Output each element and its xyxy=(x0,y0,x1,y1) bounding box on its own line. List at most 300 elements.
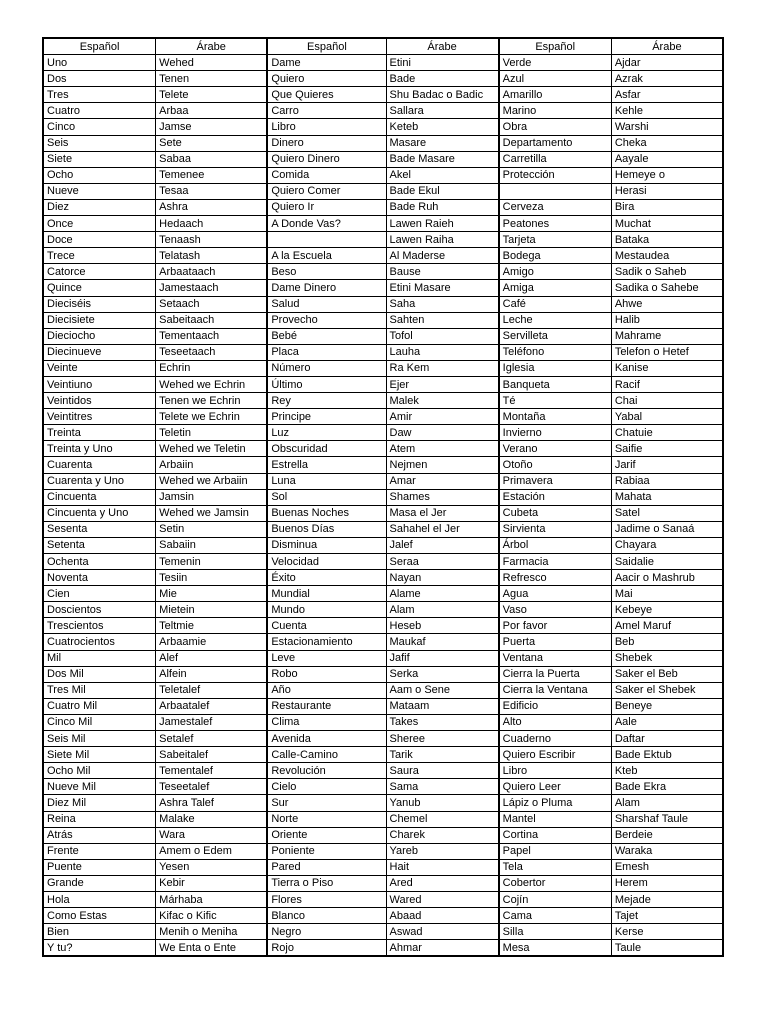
espanol-word-1: Dieciocho xyxy=(43,328,156,344)
espanol-word-1: Como Estas xyxy=(43,908,156,924)
espanol-word-1: Tres Mil xyxy=(43,682,156,698)
arabe-word-1: Tementalef xyxy=(156,763,268,779)
arabe-word-2: Masa el Jer xyxy=(386,505,499,521)
espanol-word-3: Tarjeta xyxy=(499,232,612,248)
table-row xyxy=(43,216,723,232)
table-row xyxy=(43,827,723,843)
arabe-word-2: Takes xyxy=(386,714,499,730)
espanol-word-1: Nueve xyxy=(43,183,156,199)
table-row xyxy=(43,360,723,376)
arabe-word-2: Tofol xyxy=(386,328,499,344)
table-row xyxy=(43,634,723,650)
table-row xyxy=(43,87,723,103)
arabe-word-2: Masare xyxy=(386,135,499,151)
arabe-word-3: Hemeye o xyxy=(611,167,723,183)
table-row xyxy=(43,376,723,392)
arabe-word-2: Sama xyxy=(386,779,499,795)
arabe-word-1: Telete we Echrin xyxy=(156,409,268,425)
espanol-word-1: Cuarenta y Uno xyxy=(43,473,156,489)
arabe-word-2: Amir xyxy=(386,409,499,425)
vocabulary-body xyxy=(43,55,723,957)
espanol-word-2: Blanco xyxy=(267,908,386,924)
arabe-word-2: Seraa xyxy=(386,554,499,570)
table-row xyxy=(43,666,723,682)
arabe-word-2: Heseb xyxy=(386,618,499,634)
espanol-word-1: Setenta xyxy=(43,537,156,553)
espanol-word-3: Primavera xyxy=(499,473,612,489)
arabe-word-1: Wehed we Teletin xyxy=(156,441,268,457)
table-row xyxy=(43,71,723,87)
header-espanol-1: Español xyxy=(43,38,156,55)
table-row xyxy=(43,103,723,119)
arabe-word-3: Alam xyxy=(611,795,723,811)
arabe-word-2: Bade xyxy=(386,71,499,87)
arabe-word-2: Ra Kem xyxy=(386,360,499,376)
arabe-word-1: Tenaash xyxy=(156,232,268,248)
arabe-word-1: Echrin xyxy=(156,360,268,376)
arabe-word-3: Telefon o Hetef xyxy=(611,344,723,360)
header-row xyxy=(43,38,723,55)
table-row xyxy=(43,151,723,167)
espanol-word-1: Trece xyxy=(43,248,156,264)
arabe-word-3: Mahrame xyxy=(611,328,723,344)
arabe-word-1: Ashra xyxy=(156,199,268,215)
arabe-word-1: Setin xyxy=(156,521,268,537)
table-row xyxy=(43,731,723,747)
table-row xyxy=(43,167,723,183)
arabe-word-2: Shu Badac o Badic xyxy=(386,87,499,103)
arabe-word-1: Temenee xyxy=(156,167,268,183)
arabe-word-3: Racif xyxy=(611,376,723,392)
espanol-word-1: Y tu? xyxy=(43,940,156,957)
arabe-word-2: Atem xyxy=(386,441,499,457)
espanol-word-1: Frente xyxy=(43,843,156,859)
espanol-word-2: Provecho xyxy=(267,312,386,328)
espanol-word-1: Diecinueve xyxy=(43,344,156,360)
arabe-word-3: Saidalie xyxy=(611,554,723,570)
arabe-word-2: Akel xyxy=(386,167,499,183)
espanol-word-3: Amiga xyxy=(499,280,612,296)
espanol-word-1: Cinco Mil xyxy=(43,714,156,730)
header-arabe-3: Árabe xyxy=(611,38,723,55)
arabe-word-1: Sabeitaach xyxy=(156,312,268,328)
arabe-word-3: Kteb xyxy=(611,763,723,779)
header-arabe-1: Árabe xyxy=(156,38,268,55)
arabe-word-3: Kehle xyxy=(611,103,723,119)
espanol-word-2: Carro xyxy=(267,103,386,119)
table-row xyxy=(43,747,723,763)
espanol-word-2: Quiero Ir xyxy=(267,199,386,215)
arabe-word-2: Lauha xyxy=(386,344,499,360)
espanol-word-1: Treinta xyxy=(43,425,156,441)
table-row xyxy=(43,843,723,859)
espanol-word-2: Negro xyxy=(267,924,386,940)
arabe-word-3: Saker el Shebek xyxy=(611,682,723,698)
arabe-word-2: Saura xyxy=(386,763,499,779)
espanol-word-2: Que Quieres xyxy=(267,87,386,103)
espanol-word-2: Comida xyxy=(267,167,386,183)
espanol-word-3: Cierra la Puerta xyxy=(499,666,612,682)
espanol-word-3: Cojín xyxy=(499,891,612,907)
table-row xyxy=(43,602,723,618)
espanol-word-3: Agua xyxy=(499,586,612,602)
espanol-word-2: Mundial xyxy=(267,586,386,602)
arabe-word-3: Herasi xyxy=(611,183,723,199)
espanol-word-3: Azul xyxy=(499,71,612,87)
arabe-word-2: Nayan xyxy=(386,570,499,586)
espanol-word-1: Doscientos xyxy=(43,602,156,618)
table-row xyxy=(43,570,723,586)
arabe-word-2: Maukaf xyxy=(386,634,499,650)
arabe-word-2: Alam xyxy=(386,602,499,618)
espanol-word-2: A la Escuela xyxy=(267,248,386,264)
arabe-word-3: Shebek xyxy=(611,650,723,666)
header-espanol-2: Español xyxy=(267,38,386,55)
espanol-word-2: Leve xyxy=(267,650,386,666)
espanol-word-1: Veintiuno xyxy=(43,376,156,392)
espanol-word-2: Dame xyxy=(267,55,386,71)
espanol-word-3: Amarillo xyxy=(499,87,612,103)
arabe-word-3: Daftar xyxy=(611,731,723,747)
arabe-word-1: Kifac o Kific xyxy=(156,908,268,924)
arabe-word-2: Etini xyxy=(386,55,499,71)
arabe-word-3: Bade Ekra xyxy=(611,779,723,795)
arabe-word-2: Ahmar xyxy=(386,940,499,957)
espanol-word-1: Puente xyxy=(43,859,156,875)
espanol-word-2: Velocidad xyxy=(267,554,386,570)
table-row xyxy=(43,55,723,71)
arabe-word-3: Bade Ektub xyxy=(611,747,723,763)
arabe-word-3: Saifie xyxy=(611,441,723,457)
arabe-word-2: Alame xyxy=(386,586,499,602)
arabe-word-1: Jamestalef xyxy=(156,714,268,730)
espanol-word-3: Invierno xyxy=(499,425,612,441)
espanol-word-3: Montaña xyxy=(499,409,612,425)
arabe-word-2: Hait xyxy=(386,859,499,875)
table-row xyxy=(43,891,723,907)
espanol-word-2: Quiero xyxy=(267,71,386,87)
arabe-word-1: Wara xyxy=(156,827,268,843)
arabe-word-2: Sallara xyxy=(386,103,499,119)
espanol-word-1: Cuarenta xyxy=(43,457,156,473)
espanol-word-1: Once xyxy=(43,216,156,232)
espanol-word-2: Sol xyxy=(267,489,386,505)
table-row xyxy=(43,714,723,730)
espanol-word-3: Obra xyxy=(499,119,612,135)
table-row xyxy=(43,859,723,875)
espanol-word-2: Éxito xyxy=(267,570,386,586)
espanol-word-1: Cuatro xyxy=(43,103,156,119)
espanol-word-3: Quiero Leer xyxy=(499,779,612,795)
arabe-word-2: Chemel xyxy=(386,811,499,827)
espanol-word-2: Calle-Camino xyxy=(267,747,386,763)
table-row xyxy=(43,409,723,425)
arabe-word-1: Tenen xyxy=(156,71,268,87)
espanol-word-3: Puerta xyxy=(499,634,612,650)
table-row xyxy=(43,296,723,312)
arabe-word-3: Ahwe xyxy=(611,296,723,312)
espanol-word-1: Doce xyxy=(43,232,156,248)
espanol-word-2: Robo xyxy=(267,666,386,682)
table-row xyxy=(43,441,723,457)
arabe-word-3: Halib xyxy=(611,312,723,328)
espanol-word-3 xyxy=(499,183,612,199)
arabe-word-3: Sadik o Saheb xyxy=(611,264,723,280)
arabe-word-3: Kanise xyxy=(611,360,723,376)
arabe-word-2: Al Maderse xyxy=(386,248,499,264)
arabe-word-2: Etini Masare xyxy=(386,280,499,296)
espanol-word-1: Dos xyxy=(43,71,156,87)
espanol-word-2: Luz xyxy=(267,425,386,441)
espanol-word-2: Luna xyxy=(267,473,386,489)
espanol-word-2: Disminua xyxy=(267,537,386,553)
table-row xyxy=(43,457,723,473)
arabe-word-1: Alef xyxy=(156,650,268,666)
espanol-word-3: Café xyxy=(499,296,612,312)
arabe-word-3: Chayara xyxy=(611,537,723,553)
espanol-word-2 xyxy=(267,232,386,248)
table-row xyxy=(43,393,723,409)
table-row xyxy=(43,554,723,570)
espanol-word-3: Refresco xyxy=(499,570,612,586)
table-row xyxy=(43,328,723,344)
arabe-word-1: We Enta o Ente xyxy=(156,940,268,957)
espanol-word-3: Teléfono xyxy=(499,344,612,360)
arabe-word-2: Amar xyxy=(386,473,499,489)
arabe-word-2: Keteb xyxy=(386,119,499,135)
arabe-word-1: Jamestaach xyxy=(156,280,268,296)
arabe-word-2: Aam o Sene xyxy=(386,682,499,698)
arabe-word-1: Teseetaach xyxy=(156,344,268,360)
arabe-word-2: Ared xyxy=(386,875,499,891)
espanol-word-3: Carretilla xyxy=(499,151,612,167)
espanol-word-1: Seis Mil xyxy=(43,731,156,747)
arabe-word-2: Serka xyxy=(386,666,499,682)
arabe-word-2: Nejmen xyxy=(386,457,499,473)
table-row xyxy=(43,199,723,215)
table-row xyxy=(43,908,723,924)
espanol-word-1: Dieciséis xyxy=(43,296,156,312)
espanol-word-3: Vaso xyxy=(499,602,612,618)
table-row xyxy=(43,763,723,779)
table-row xyxy=(43,586,723,602)
arabe-word-1: Menih o Meniha xyxy=(156,924,268,940)
arabe-word-2: Bade Masare xyxy=(386,151,499,167)
espanol-word-1: Diecisiete xyxy=(43,312,156,328)
arabe-word-3: Chatuie xyxy=(611,425,723,441)
espanol-word-3: Cubeta xyxy=(499,505,612,521)
espanol-word-3: Edificio xyxy=(499,698,612,714)
espanol-word-2: Principe xyxy=(267,409,386,425)
espanol-word-3: Alto xyxy=(499,714,612,730)
espanol-word-2: Obscuridad xyxy=(267,441,386,457)
arabe-word-3: Bira xyxy=(611,199,723,215)
arabe-word-2: Tarik xyxy=(386,747,499,763)
espanol-word-3: Mesa xyxy=(499,940,612,957)
espanol-word-1: Veintidos xyxy=(43,393,156,409)
arabe-word-3: Amel Maruf xyxy=(611,618,723,634)
arabe-word-1: Amem o Edem xyxy=(156,843,268,859)
header-espanol-3: Español xyxy=(499,38,612,55)
espanol-word-1: Siete Mil xyxy=(43,747,156,763)
espanol-word-1: Noventa xyxy=(43,570,156,586)
arabe-word-2: Lawen Raiha xyxy=(386,232,499,248)
arabe-word-1: Hedaach xyxy=(156,216,268,232)
arabe-word-2: Shames xyxy=(386,489,499,505)
arabe-word-1: Telete xyxy=(156,87,268,103)
espanol-word-3: Iglesia xyxy=(499,360,612,376)
arabe-word-1: Setaach xyxy=(156,296,268,312)
espanol-word-1: Bien xyxy=(43,924,156,940)
arabe-word-1: Mietein xyxy=(156,602,268,618)
arabe-word-2: Sahahel el Jer xyxy=(386,521,499,537)
arabe-word-3: Jadime o Sanaá xyxy=(611,521,723,537)
arabe-word-2: Saha xyxy=(386,296,499,312)
arabe-word-3: Mestaudea xyxy=(611,248,723,264)
espanol-word-2: Rojo xyxy=(267,940,386,957)
espanol-word-1: Atrás xyxy=(43,827,156,843)
arabe-word-2: Bade Ekul xyxy=(386,183,499,199)
arabe-word-2: Daw xyxy=(386,425,499,441)
espanol-word-2: Buenos Días xyxy=(267,521,386,537)
espanol-word-2: Cuenta xyxy=(267,618,386,634)
table-row xyxy=(43,248,723,264)
arabe-word-3: Mahata xyxy=(611,489,723,505)
espanol-word-2: Clima xyxy=(267,714,386,730)
arabe-word-1: Teltmie xyxy=(156,618,268,634)
espanol-word-3: Otoño xyxy=(499,457,612,473)
espanol-word-3: Departamento xyxy=(499,135,612,151)
arabe-word-1: Yesen xyxy=(156,859,268,875)
espanol-word-2: Número xyxy=(267,360,386,376)
espanol-word-2: Avenida xyxy=(267,731,386,747)
table-row xyxy=(43,425,723,441)
espanol-word-1: Treinta y Uno xyxy=(43,441,156,457)
arabe-word-1: Wehed xyxy=(156,55,268,71)
arabe-word-3: Warshi xyxy=(611,119,723,135)
espanol-word-1: Diez Mil xyxy=(43,795,156,811)
espanol-word-3: Quiero Escribir xyxy=(499,747,612,763)
espanol-word-2: Estrella xyxy=(267,457,386,473)
espanol-word-3: Silla xyxy=(499,924,612,940)
espanol-word-2: Beso xyxy=(267,264,386,280)
arabe-word-1: Teletalef xyxy=(156,682,268,698)
espanol-word-1: Reina xyxy=(43,811,156,827)
espanol-word-3: Lápiz o Pluma xyxy=(499,795,612,811)
espanol-word-2: Restaurante xyxy=(267,698,386,714)
arabe-word-2: Yareb xyxy=(386,843,499,859)
espanol-word-3: Cortina xyxy=(499,827,612,843)
espanol-word-2: A Donde Vas? xyxy=(267,216,386,232)
espanol-word-2: Pared xyxy=(267,859,386,875)
espanol-word-2: Cielo xyxy=(267,779,386,795)
arabe-word-2: Bause xyxy=(386,264,499,280)
table-row xyxy=(43,650,723,666)
arabe-word-3: Sadika o Sahebe xyxy=(611,280,723,296)
arabe-word-1: Sabaiin xyxy=(156,537,268,553)
espanol-word-2: Mundo xyxy=(267,602,386,618)
arabe-word-2: Charek xyxy=(386,827,499,843)
espanol-word-3: Por favor xyxy=(499,618,612,634)
arabe-word-1: Wehed we Echrin xyxy=(156,376,268,392)
arabe-word-1: Tesiin xyxy=(156,570,268,586)
table-row xyxy=(43,940,723,957)
arabe-word-1: Teletin xyxy=(156,425,268,441)
espanol-word-3: Cobertor xyxy=(499,875,612,891)
table-row xyxy=(43,505,723,521)
arabe-word-3: Bataka xyxy=(611,232,723,248)
espanol-word-1: Uno xyxy=(43,55,156,71)
arabe-word-3: Mejade xyxy=(611,891,723,907)
espanol-word-1: Catorce xyxy=(43,264,156,280)
arabe-word-3: Aacir o Mashrub xyxy=(611,570,723,586)
espanol-word-1: Sesenta xyxy=(43,521,156,537)
espanol-word-2: Sur xyxy=(267,795,386,811)
espanol-word-1: Mil xyxy=(43,650,156,666)
arabe-word-3: Yabal xyxy=(611,409,723,425)
espanol-word-1: Ocho xyxy=(43,167,156,183)
arabe-word-1: Wehed we Arbaiin xyxy=(156,473,268,489)
arabe-word-1: Telatash xyxy=(156,248,268,264)
espanol-word-2: Tierra o Piso xyxy=(267,875,386,891)
espanol-word-3: Protección xyxy=(499,167,612,183)
arabe-word-2: Bade Ruh xyxy=(386,199,499,215)
table-row xyxy=(43,682,723,698)
arabe-word-2: Aswad xyxy=(386,924,499,940)
espanol-word-2: Rey xyxy=(267,393,386,409)
arabe-word-3: Berdeie xyxy=(611,827,723,843)
espanol-word-1: Diez xyxy=(43,199,156,215)
espanol-word-3: Ventana xyxy=(499,650,612,666)
espanol-word-3: Cuaderno xyxy=(499,731,612,747)
arabe-word-3: Kerse xyxy=(611,924,723,940)
espanol-word-3: Papel xyxy=(499,843,612,859)
arabe-word-1: Malake xyxy=(156,811,268,827)
arabe-word-1: Jamsin xyxy=(156,489,268,505)
espanol-word-2: Norte xyxy=(267,811,386,827)
arabe-word-1: Kebir xyxy=(156,875,268,891)
espanol-word-3: Banqueta xyxy=(499,376,612,392)
arabe-word-3: Chai xyxy=(611,393,723,409)
arabe-word-1: Alfein xyxy=(156,666,268,682)
table-row xyxy=(43,924,723,940)
arabe-word-3: Aale xyxy=(611,714,723,730)
arabe-word-2: Jalef xyxy=(386,537,499,553)
table-row xyxy=(43,618,723,634)
arabe-word-1: Sete xyxy=(156,135,268,151)
arabe-word-3: Jarif xyxy=(611,457,723,473)
espanol-word-3: Peatones xyxy=(499,216,612,232)
arabe-word-2: Lawen Raieh xyxy=(386,216,499,232)
espanol-word-1: Trescientos xyxy=(43,618,156,634)
arabe-word-1: Ashra Talef xyxy=(156,795,268,811)
espanol-word-1: Siete xyxy=(43,151,156,167)
table-row xyxy=(43,521,723,537)
arabe-word-1: Arbaa xyxy=(156,103,268,119)
arabe-word-3: Herem xyxy=(611,875,723,891)
arabe-word-1: Tementaach xyxy=(156,328,268,344)
espanol-word-3: Tela xyxy=(499,859,612,875)
espanol-word-1: Cincuenta y Uno xyxy=(43,505,156,521)
arabe-word-3: Azrak xyxy=(611,71,723,87)
espanol-word-2: Libro xyxy=(267,119,386,135)
espanol-word-3: Verde xyxy=(499,55,612,71)
table-row xyxy=(43,280,723,296)
arabe-word-1: Sabaa xyxy=(156,151,268,167)
table-row xyxy=(43,795,723,811)
arabe-word-1: Temenin xyxy=(156,554,268,570)
arabe-word-1: Wehed we Jamsin xyxy=(156,505,268,521)
